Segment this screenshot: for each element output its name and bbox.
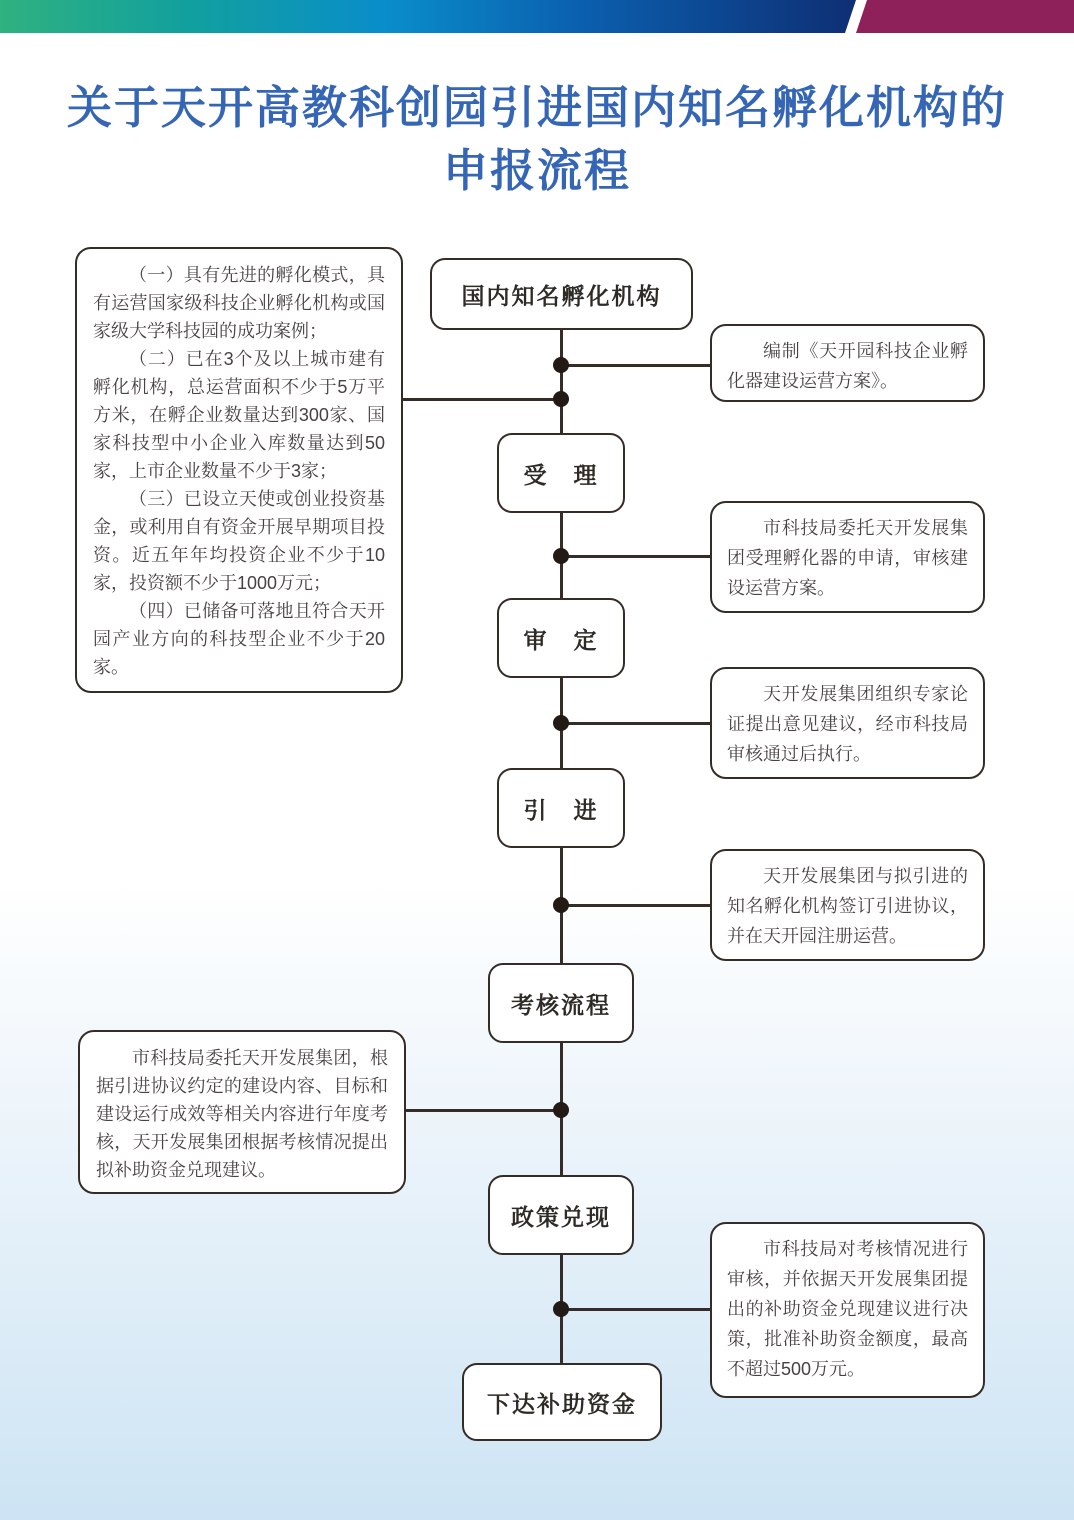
flow-node-incubator-label: 国内知名孵化机构	[461, 282, 662, 309]
flow-node-policy-fulfillment	[488, 1175, 634, 1255]
junction-dot-2	[553, 391, 569, 407]
note-criteria-paragraph-4: （四）已储备可落地且符合天开园产业方向的科技型企业不少于20家。	[93, 601, 385, 677]
connector-line-to-plan-note	[561, 364, 710, 367]
flow-node-grant-funds-label: 下达补助资金	[487, 1390, 637, 1417]
connector-line-to-funding-note	[561, 1308, 710, 1311]
flow-node-grant-funds	[462, 1363, 662, 1441]
note-plan-text: 编制《天开园科技企业孵化器建设运营方案》。	[727, 341, 968, 391]
note-expert-review	[710, 667, 985, 779]
connector-line-to-review-note	[561, 722, 710, 725]
note-expert-review-text: 天开发展集团组织专家论证提出意见建议，经市科技局审核通过后执行。	[727, 684, 968, 764]
note-annual-assessment-text: 市科技局委托天开发展集团，根据引进协议约定的建设内容、目标和建设运行成效等相关内容进行年度考核，天开发展集团根据考核情况提出拟补助资金兑现建议。	[96, 1048, 388, 1180]
connector-line-to-criteria-note	[403, 398, 561, 401]
flow-node-policy-fulfillment-label: 政策兑现	[511, 1203, 611, 1230]
note-criteria-paragraph-1: （一）具有先进的孵化模式，具有运营国家级科技企业孵化机构或国家级大学科技园的成功案例；	[93, 265, 385, 341]
junction-dot-6	[553, 1102, 569, 1118]
note-criteria-paragraph-2: （二）已在3个及以上城市建有孵化机构，总运营面积不少于5万平方米，在孵企业数量达到300家、国家科技型中小企业入库数量达到50家，上市企业数量不少于3家；	[93, 349, 385, 481]
junction-dot-4	[553, 715, 569, 731]
junction-dot-5	[553, 897, 569, 913]
note-plan	[710, 324, 985, 402]
connector-line-vertical-1	[560, 330, 563, 433]
note-funding-decision	[710, 1222, 985, 1398]
connector-line-to-assessment-note	[405, 1109, 561, 1112]
flow-node-incubator	[430, 258, 693, 330]
note-criteria	[75, 247, 403, 693]
junction-dot-7	[553, 1301, 569, 1317]
note-acceptance-text: 市科技局委托天开发展集团受理孵化器的申请，审核建设运营方案。	[727, 518, 968, 598]
flow-node-verdict	[497, 598, 625, 678]
flow-node-introduction	[497, 768, 625, 848]
connector-line-to-acceptance-note	[561, 555, 710, 558]
note-agreement	[710, 849, 985, 961]
junction-dot-1	[553, 357, 569, 373]
flow-node-introduction-label: 引 进	[523, 796, 599, 823]
flow-node-assessment-process-label: 考核流程	[511, 991, 611, 1018]
flow-node-assessment-process	[488, 963, 634, 1043]
flow-node-verdict-label: 审 定	[523, 626, 599, 653]
note-acceptance	[710, 501, 985, 613]
note-annual-assessment	[78, 1030, 406, 1194]
top-bar-accent-shape	[856, 0, 1074, 33]
connector-line-to-agreement-note	[561, 904, 710, 907]
page-title-line2: 申报流程	[442, 145, 631, 196]
page-title	[0, 76, 1074, 202]
note-agreement-text: 天开发展集团与拟引进的知名孵化机构签订引进协议，并在天开园注册运营。	[727, 866, 968, 946]
page-title-line1: 关于天开高教科创园引进国内知名孵化机构的	[66, 82, 1007, 133]
flow-node-acceptance	[497, 433, 625, 513]
note-criteria-paragraph-3: （三）已设立天使或创业投资基金，或利用自有资金开展早期项目投资。近五年年均投资企业不少于10家，投资额不少于1000万元；	[93, 489, 385, 593]
flow-node-acceptance-label: 受 理	[523, 461, 599, 488]
note-funding-decision-text: 市科技局对考核情况进行审核，并依据天开发展集团提出的补助资金兑现建议进行决策，批准补助资金额度，最高不超过500万元。	[727, 1239, 968, 1379]
top-bar-gradient	[0, 0, 856, 33]
junction-dot-3	[553, 548, 569, 564]
